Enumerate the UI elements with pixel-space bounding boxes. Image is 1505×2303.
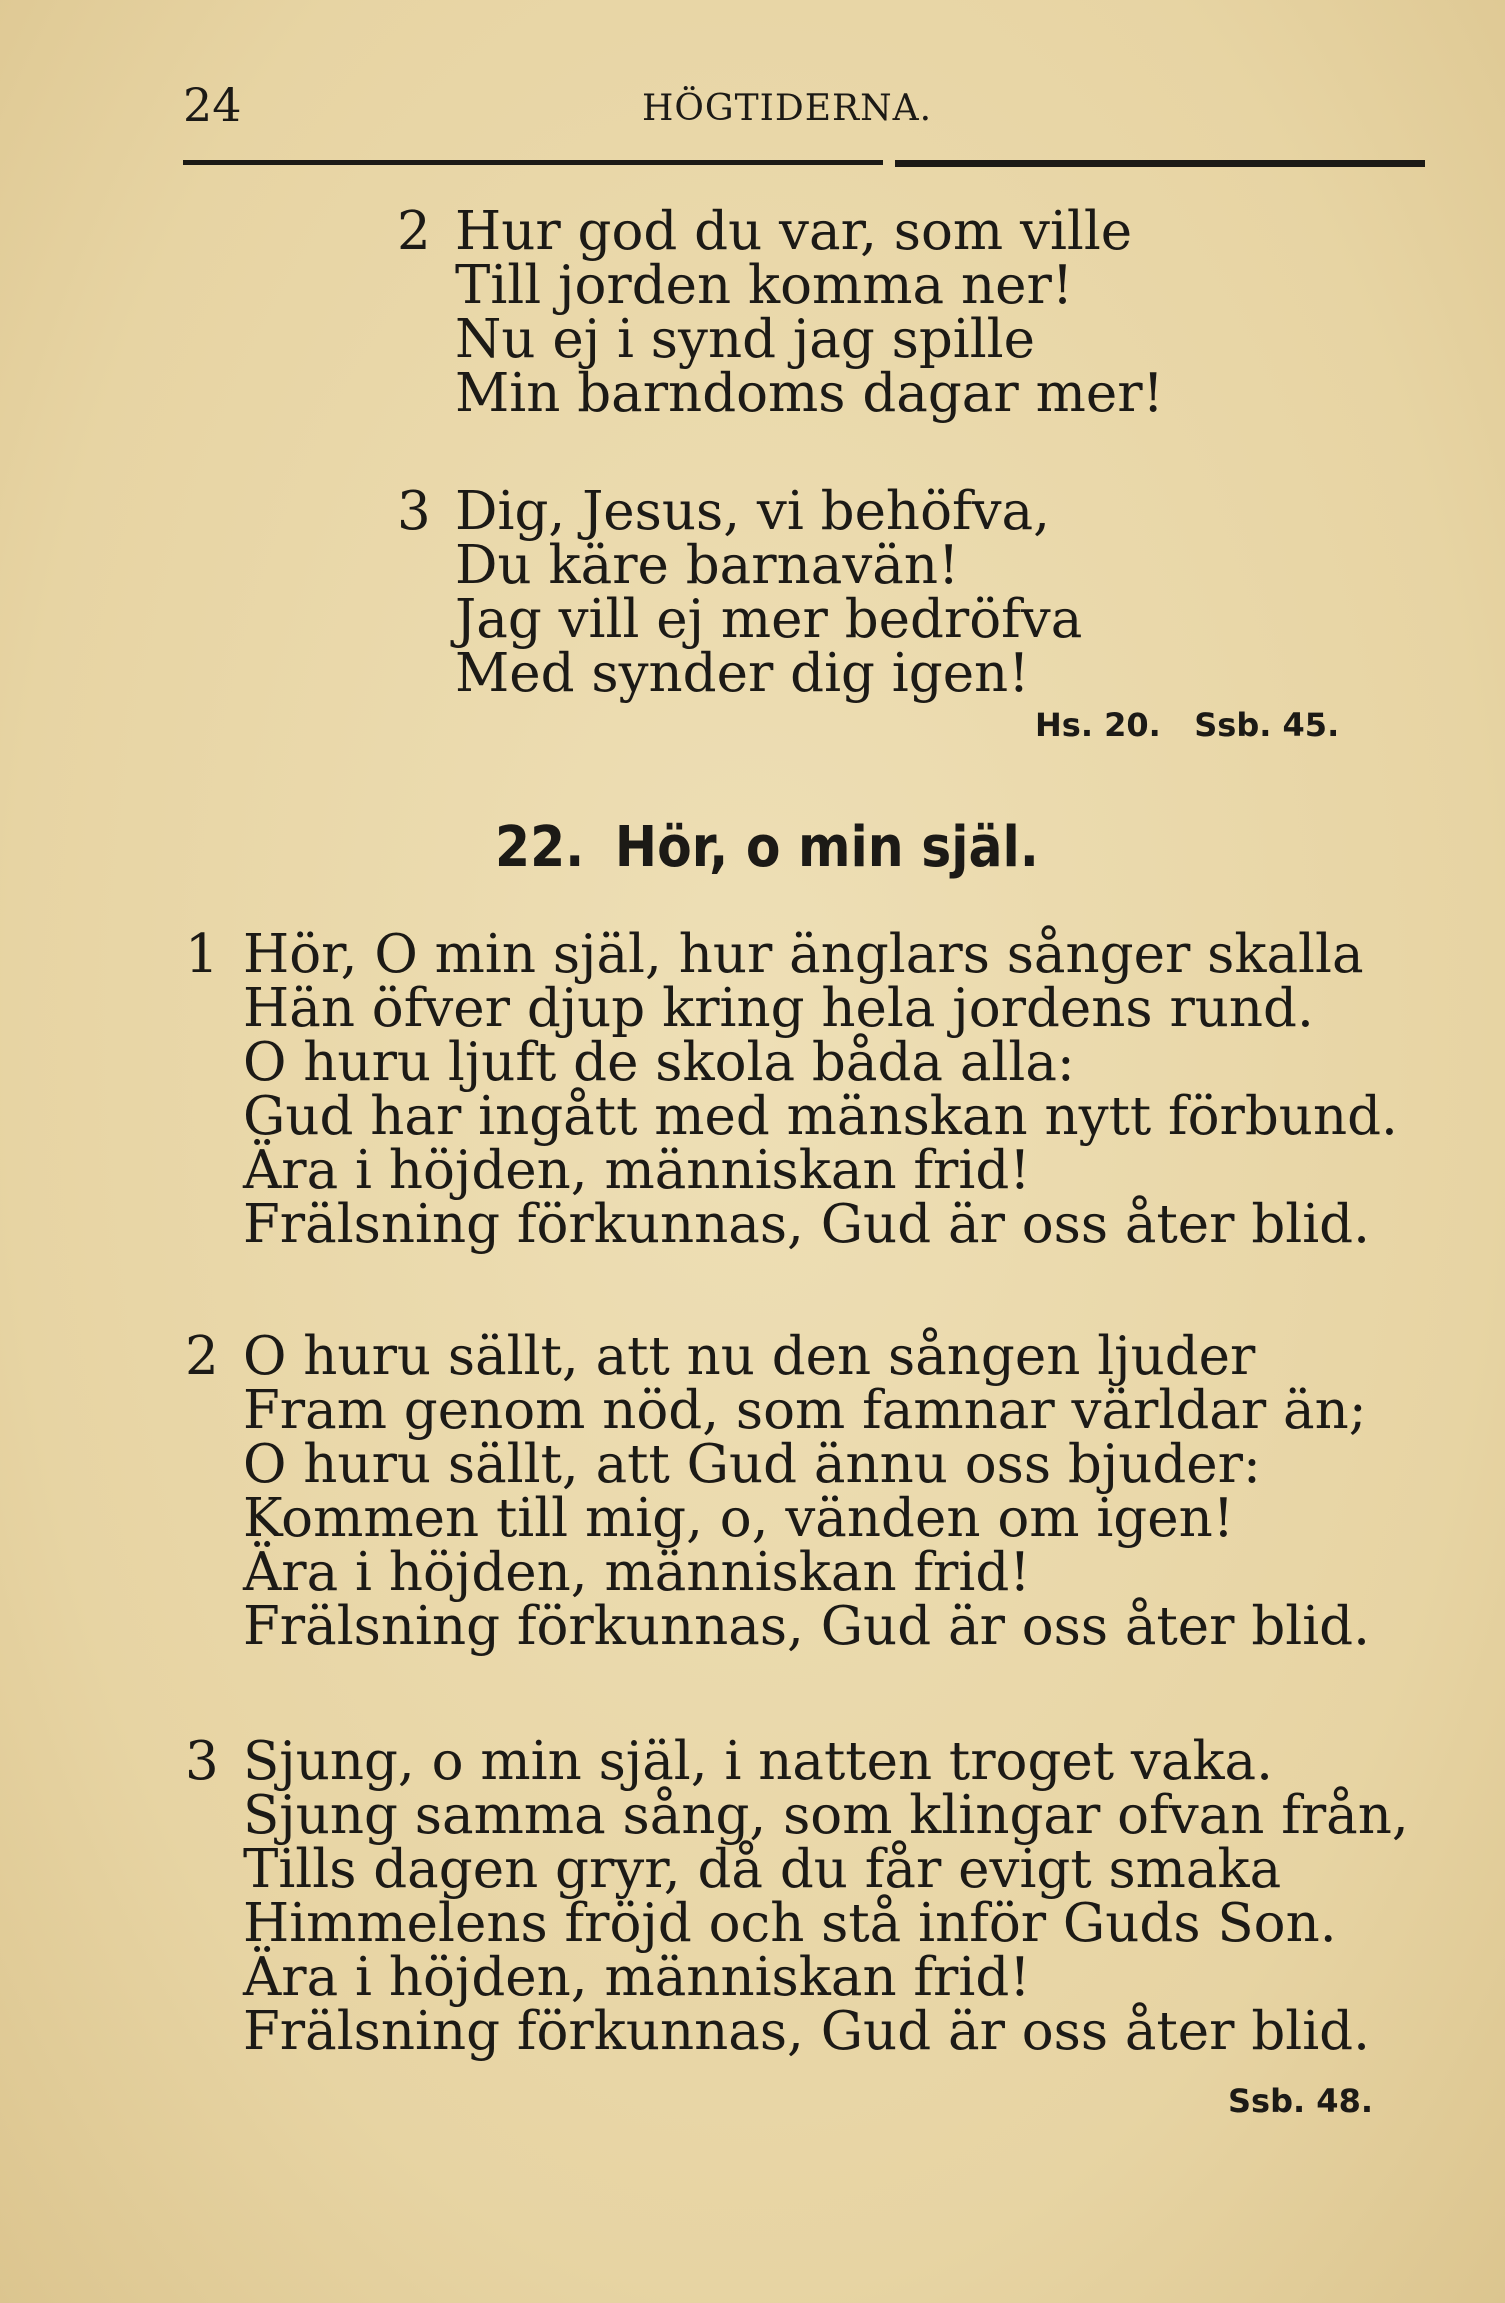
- hymn-reference: Ssb. 48.: [1228, 2082, 1373, 2120]
- verse-line: Jag vill ej mer bedröfva: [455, 589, 1083, 650]
- verse-line: O huru sällt, att nu den sången ljuder: [243, 1326, 1256, 1387]
- verse-22-1: [185, 924, 1398, 1255]
- verse-line: Dig, Jesus, vi behöfva,: [455, 481, 1050, 542]
- verse-line: Kommen till mig, o, vänden om igen!: [243, 1488, 1235, 1549]
- verse-line: Frälsning förkunnas, Gud är oss åter blid.: [243, 1194, 1370, 1255]
- verse-line: Ära i höjden, människan frid!: [243, 1140, 1031, 1201]
- hymn-number: 22.: [495, 815, 585, 880]
- verse-line: Hän öfver djup kring hela jordens rund.: [243, 978, 1314, 1039]
- verse-number: 3: [185, 1731, 219, 1792]
- verse-line: Frälsning förkunnas, Gud är oss åter blid.: [243, 1596, 1370, 1657]
- verse-line: Fram genom nöd, som famnar världar än;: [243, 1380, 1367, 1441]
- verse-line: Nu ej i synd jag spille: [455, 309, 1035, 370]
- verse-number: 1: [185, 924, 219, 985]
- verse-line: Hur god du var, som ville: [455, 201, 1133, 262]
- verse-22-2: [185, 1326, 1370, 1657]
- verse-number: 2: [397, 201, 431, 262]
- verse-21-3: [397, 481, 1083, 704]
- hymn-reference: Hs. 20. Ssb. 45.: [1035, 706, 1340, 744]
- header-rule: [183, 160, 883, 165]
- verse-line: Ära i höjden, människan frid!: [243, 1542, 1031, 1603]
- verse-21-2: [397, 201, 1164, 424]
- hymn-title: Hör, o min själ.: [614, 815, 1039, 880]
- verse-22-3: [185, 1731, 1409, 2062]
- verse-line: Frälsning förkunnas, Gud är oss åter blid.: [243, 2001, 1370, 2062]
- verse-line: Sjung samma sång, som klingar ofvan från,: [243, 1785, 1409, 1846]
- verse-line: Till jorden komma ner!: [455, 255, 1074, 316]
- verse-line: Sjung, o min själ, i natten troget vaka.: [243, 1731, 1274, 1792]
- verse-line: Gud har ingått med mänskan nytt förbund.: [243, 1086, 1398, 1147]
- page-number: 24: [183, 78, 242, 132]
- verse-number: 2: [185, 1326, 219, 1387]
- verse-number: 3: [397, 481, 431, 542]
- verse-line: O huru sällt, att Gud ännu oss bjuder:: [243, 1434, 1261, 1495]
- verse-line: Med synder dig igen!: [455, 643, 1030, 704]
- header-rule-thick: [895, 160, 1425, 167]
- verse-line: Hör, O min själ, hur änglars sånger skalla: [243, 924, 1364, 985]
- running-title: HÖGTIDERNA.: [642, 88, 933, 129]
- verse-line: Ära i höjden, människan frid!: [243, 1947, 1031, 2008]
- verse-line: Himmelens fröjd och stå inför Guds Son.: [243, 1893, 1337, 1954]
- verse-line: Du käre barnavän!: [455, 535, 960, 596]
- verse-line: Tills dagen gryr, då du får evigt smaka: [243, 1839, 1282, 1900]
- verse-line: O huru ljuft de skola båda alla:: [243, 1032, 1075, 1093]
- verse-line: Min barndoms dagar mer!: [455, 363, 1164, 424]
- hymn-heading: [495, 815, 1039, 880]
